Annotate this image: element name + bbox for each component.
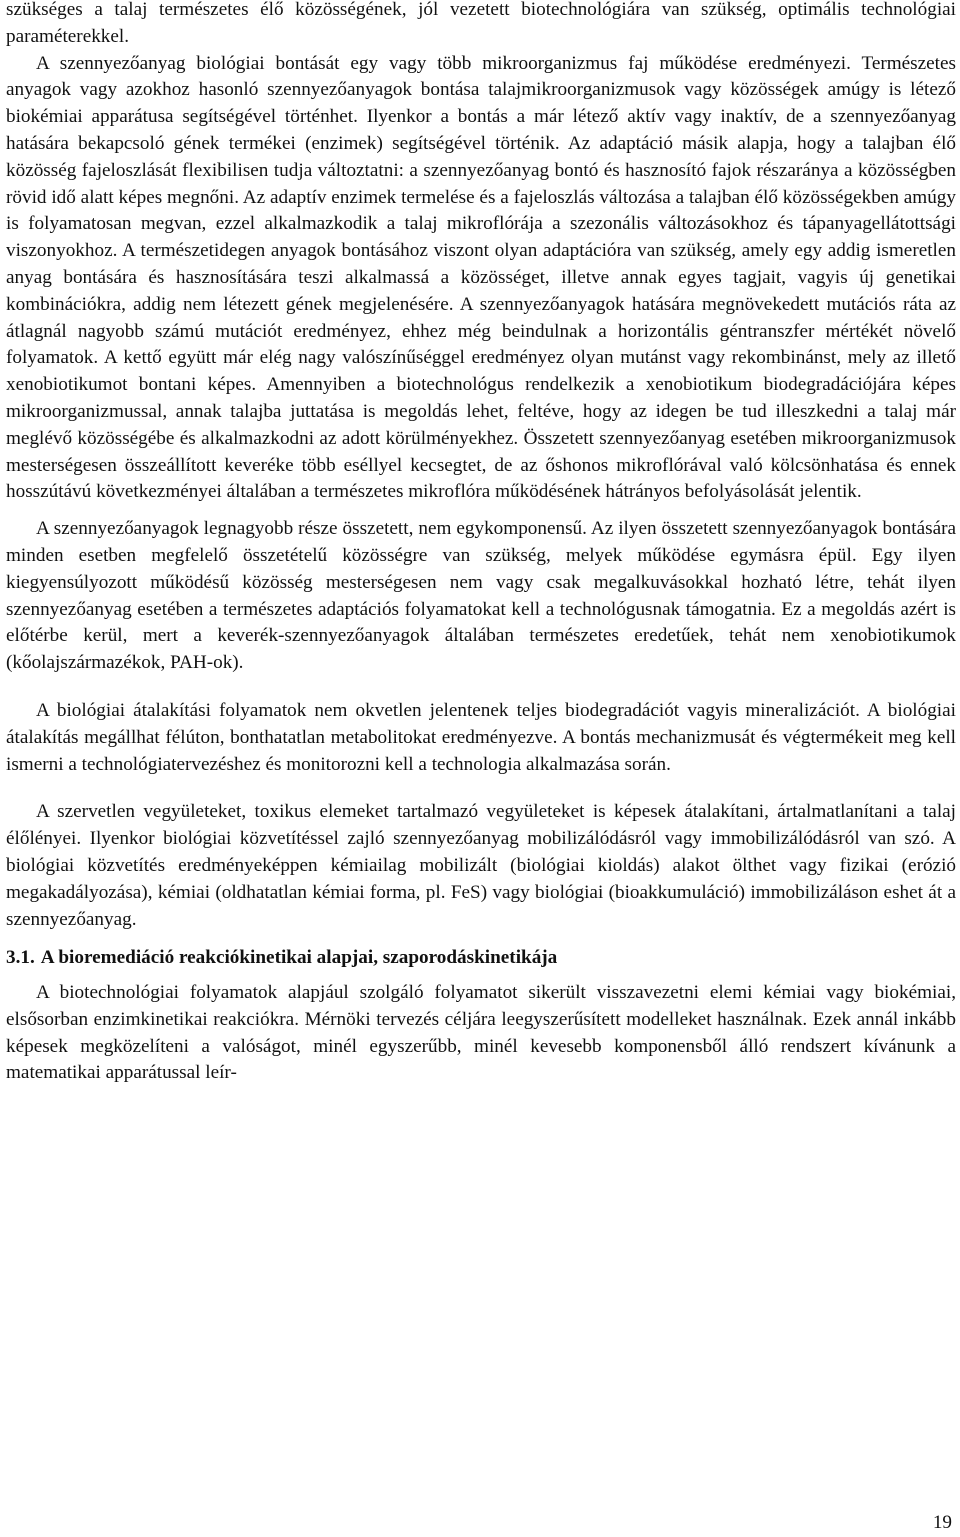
text-column [6, 0, 956, 1087]
section-heading [6, 933, 956, 980]
section-number: 3.1. [6, 947, 35, 969]
paragraph-biological-transformation: A biológiai átalakítási folyamatok nem okvetlen jelentenek teljes biodegradációt vagyis mineralizációt. A biológiai átalakítás megállhat félúton, bonthatatlan metabolitokat eredményezve. A bontás mechanizmusát és végtermékeit meg kell ismerni a technológiatervezéshez és monitorozni kell a technologia alkalmazása során. [6, 699, 956, 775]
paragraph-continuation: szükséges a talaj természetes élő közösségének, jól vezetett biotechnológiára van szükség, optimális technológiai paraméterekkel. [6, 0, 956, 47]
paragraph-gap [6, 506, 956, 516]
paragraph-gap [6, 677, 956, 698]
page-number: 19 [932, 1512, 952, 1533]
paragraph-complex-pollutants: A szennyezőanyagok legnagyobb része összetett, nem egykomponensű. Az ilyen összetett szennyezőanyagok bontására minden esetben megfelelő összetételű közösségre van szükség, melyek működése egymásra épül. Egy ilyen kiegyensúlyozott működésű közösség mesterségesen nem vagy csak megalkuvásokkal hozható létre, tehát ilyen szennyezőanyag esetében a természetes adaptációs folyamatokat kell a technológusnak támogatnia. Ez a megoldás azért is előtérbe kerül, mert a keverék-szennyezőanyagok általában természetes eredetűek, tehát nem xenobiotikumok (kőolajszármazékok, PAH-ok). [6, 518, 956, 674]
paragraph-section-intro: A biotechnológiai folyamatok alapjául szolgáló folyamatot sikerült visszavezetni elemi kémiai vagy biokémiai, elsősorban enzimkinetikai reakciókra. Mérnöki tervezés céljára leegyszerűsített modelleket használnak. Ezek annál inkább képesek megközelíteni a valóságot, minél egyszerűbb, minél kevesebb komponensből álló rendszert kívánunk a matematikai apparátussal leír- [6, 982, 956, 1084]
paragraph-inorganic-compounds: A szervetlen vegyületeket, toxikus elemeket tartalmazó vegyületeket is képesek átalakítani, ártalmatlanítani a talaj élőlényei. Ilyenkor biológiai közvetítéssel zajló szennyezőanyag mobilizálódásról vagy immobilizálódásról van szó. A biológiai közvetítés eredményeképpen kémiailag mobilizált (biológiai kioldás) alakot ölthet vagy fizikai (erózió megakadályozása), kémiai (oldhatatlan kémiai forma, pl. FeS) vagy biológiai (bioakkumuláció) immobilizáláson eshet át a szennyezőanyag. [6, 801, 956, 930]
paragraph-gap [6, 778, 956, 799]
paragraph-adaptation: A szennyezőanyag biológiai bontását egy vagy több mikroorganizmus faj működése eredményezi. Természetes anyagok vagy azokhoz hasonló szennyezőanyagok bontása talajmikroorganizmusok vagy közösségek amúgy is létező biokémiai apparátusa segítségével történhet. Ilyenkor a bontás a már létező aktív vagy inaktív, de a szennyezőanyag hatására bekapcsoló gének termékei (enzimek) segítségével történik. Az adaptáció másik alapja, hogy a talajban élő közösség fajeloszlását flexibilisen tudja változtatni: a szennyezőanyag bontó és hasznosító fajok részaránya a közösségben rövid idő alatt képes megnőni. Az adaptív enzimek termelése és a fajeloszlás változása a talajban élő közösségekben amúgy is folyamatosan megvan, ezzel alkalmazkodik a talaj mikroflórája a szezonális változásokhoz és tápanyagellátottsági viszonyokhoz. A természetidegen anyagok bontásához viszont olyan adaptációra van szükség, amely egy addig ismeretlen anyag bontására és hasznosítására teszi alkalmassá a közösséget, illetve annak egyes tagjait, vagyis új genetikai kombinációkra, addig nem létezett gének megjelenésére. A szennyezőanyagok hatására megnövekedett mutációs ráta az átlagnál nagyobb számú mutációt eredményez, ehhez még beindulnak a horizontális géntranszfer mértékét növelő folyamatok. A kettő együtt már elég nagy valószínűséggel eredményez olyan mutánst vagy rekombinánst, mely az illető xenobiotikumot bontani képes. Amennyiben a biotechnológus rendelkezik a xenobiotikum biodegradációjára képes mikroorganizmussal, annak talajba juttatása is megoldás lehet, feltéve, hogy az idegen be tud illeszkedni a talaj már meglévő közösségébe és alkalmazkodni az adott körülményekhez. Összetett szennyezőanyag esetében mikroorganizmusok mesterségesen összeállított keveréke több eséllyel kecsegtet, de az őshonos mikroflórával való kölcsönhatása és ennek hosszútávú következményei általában a természetes mikroflóra működésének hátrányos befolyásolását jelentik. [6, 52, 956, 503]
section-title: A bioremediáció reakciókinetikai alapjai, szaporodáskinetikája [40, 947, 558, 969]
